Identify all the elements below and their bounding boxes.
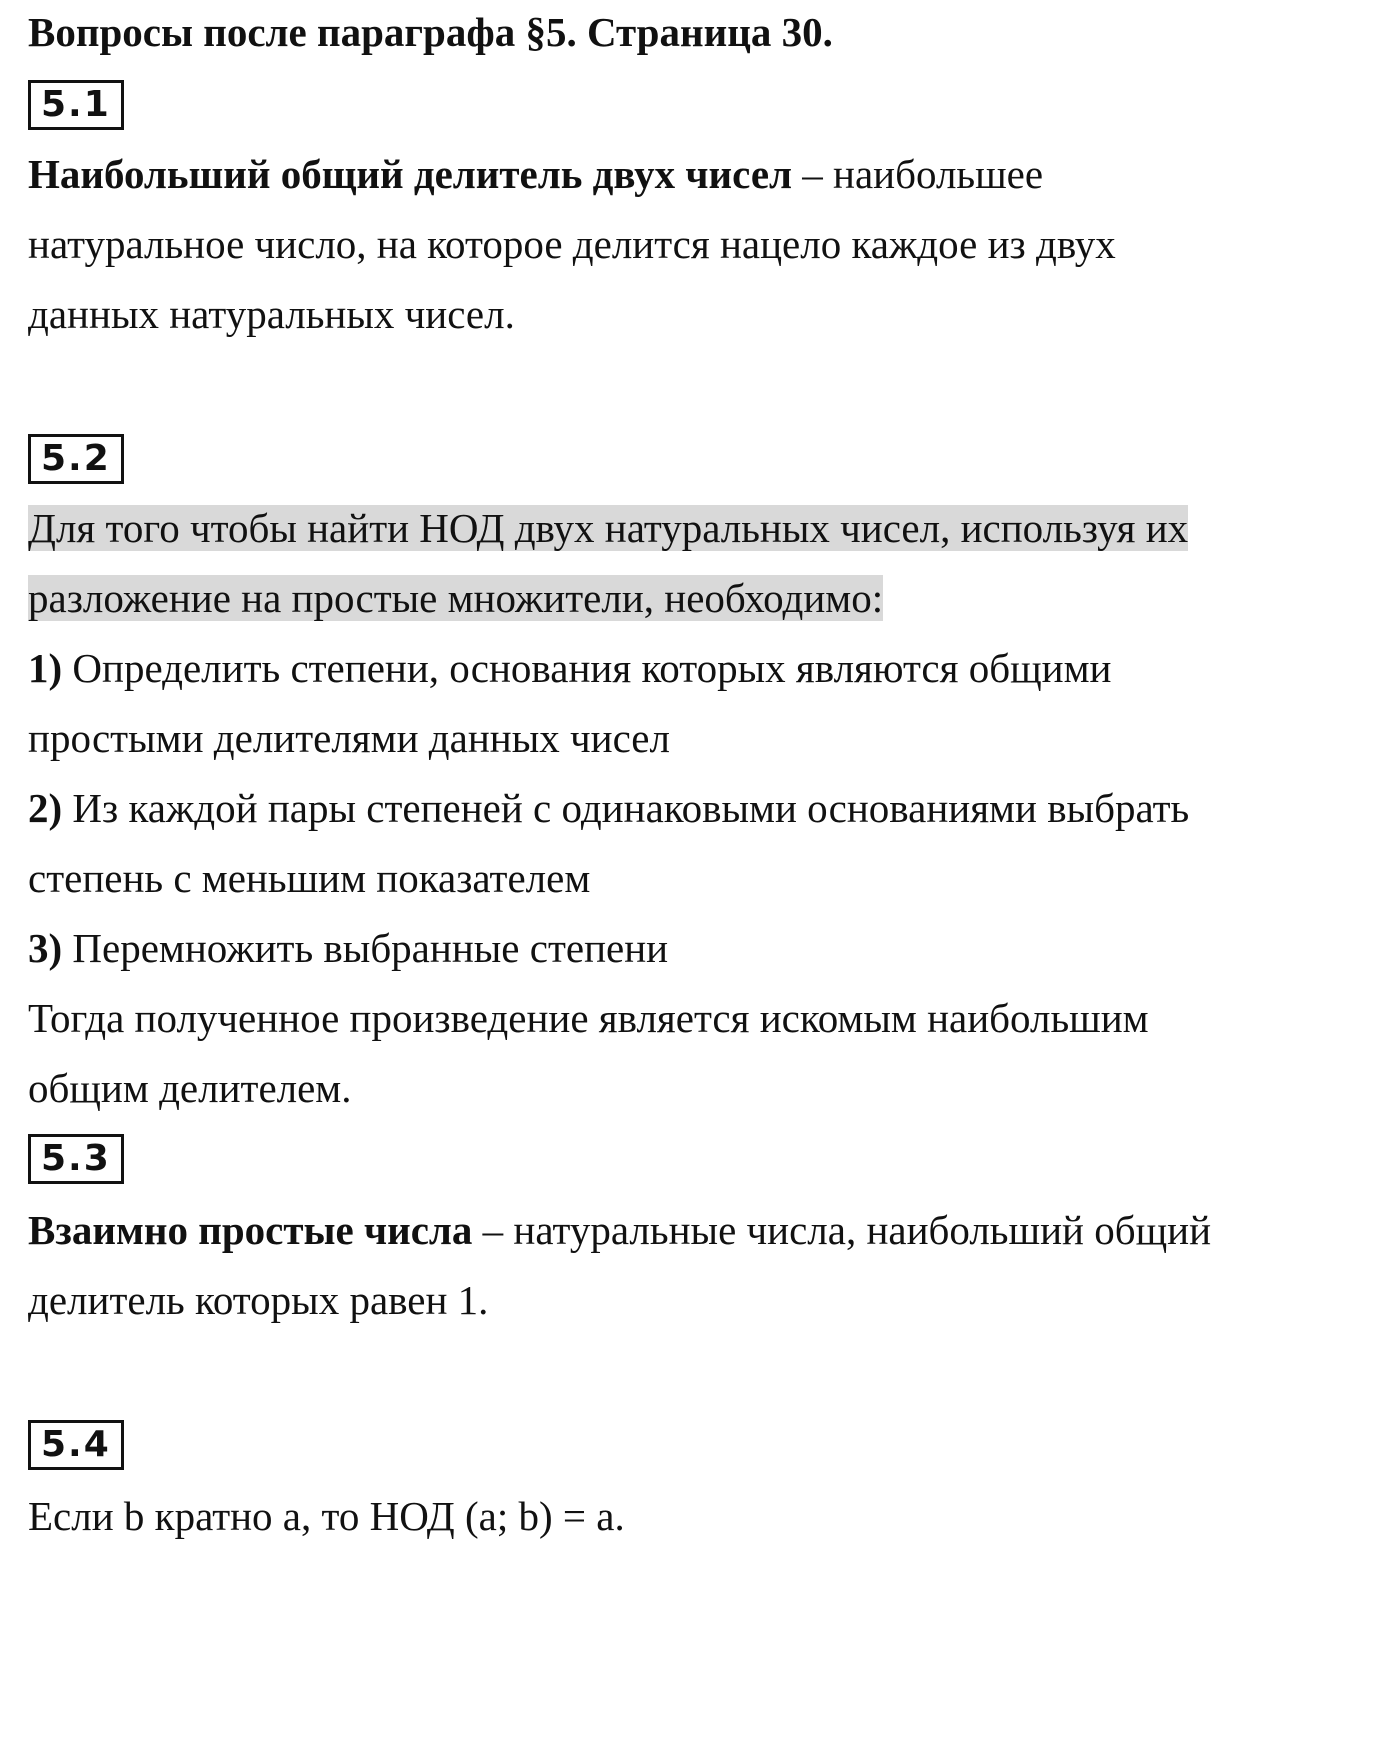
question-number-5-2: 5.2 <box>28 434 124 484</box>
step-line <box>28 922 668 974</box>
step-text: Перемножить выбранные степени <box>72 925 669 971</box>
definition-text: – натуральные числа, наибольший общий <box>472 1207 1212 1253</box>
step-label: 2) <box>28 785 63 831</box>
conclusion-line: общим делителем. <box>28 1065 352 1111</box>
question-number-5-4: 5.4 <box>28 1420 124 1470</box>
highlighted-line <box>28 502 1188 554</box>
step-text: Из каждой пары степеней с одинаковыми основаниями выбрать <box>72 785 1190 831</box>
conclusion-line: Тогда полученное произведение является искомым наибольшим <box>28 995 1149 1041</box>
answer-line: Если b кратно a, то НОД (a; b) = a. <box>28 1493 625 1539</box>
definition-line: делитель которых равен 1. <box>28 1277 489 1323</box>
question-number-5-1: 5.1 <box>28 80 124 130</box>
step-label: 3) <box>28 925 63 971</box>
question-number-5-3: 5.3 <box>28 1134 124 1184</box>
step-line <box>28 642 1111 694</box>
highlighted-text: разложение на простые множители, необходимо: <box>28 575 884 621</box>
highlighted-line <box>28 572 883 624</box>
page-title: Вопросы после параграфа §5. Страница 30. <box>28 9 833 55</box>
term-bold: Взаимно простые числа <box>28 1207 473 1253</box>
step-line <box>28 782 1189 834</box>
step-label: 1) <box>28 645 63 691</box>
definition-line: данных натуральных чисел. <box>28 291 515 337</box>
term-bold: Наибольший общий делитель двух чисел <box>28 151 793 197</box>
highlighted-text: Для того чтобы найти НОД двух натуральных чисел, используя их <box>28 505 1189 551</box>
step-line: простыми делителями данных чисел <box>28 715 670 761</box>
definition-line <box>28 148 1043 200</box>
definition-line: натуральное число, на которое делится нацело каждое из двух <box>28 221 1116 267</box>
definition-text: – наибольшее <box>792 151 1044 197</box>
definition-line <box>28 1204 1211 1256</box>
step-line: степень с меньшим показателем <box>28 855 591 901</box>
step-text: Определить степени, основания которых являются общими <box>72 645 1112 691</box>
